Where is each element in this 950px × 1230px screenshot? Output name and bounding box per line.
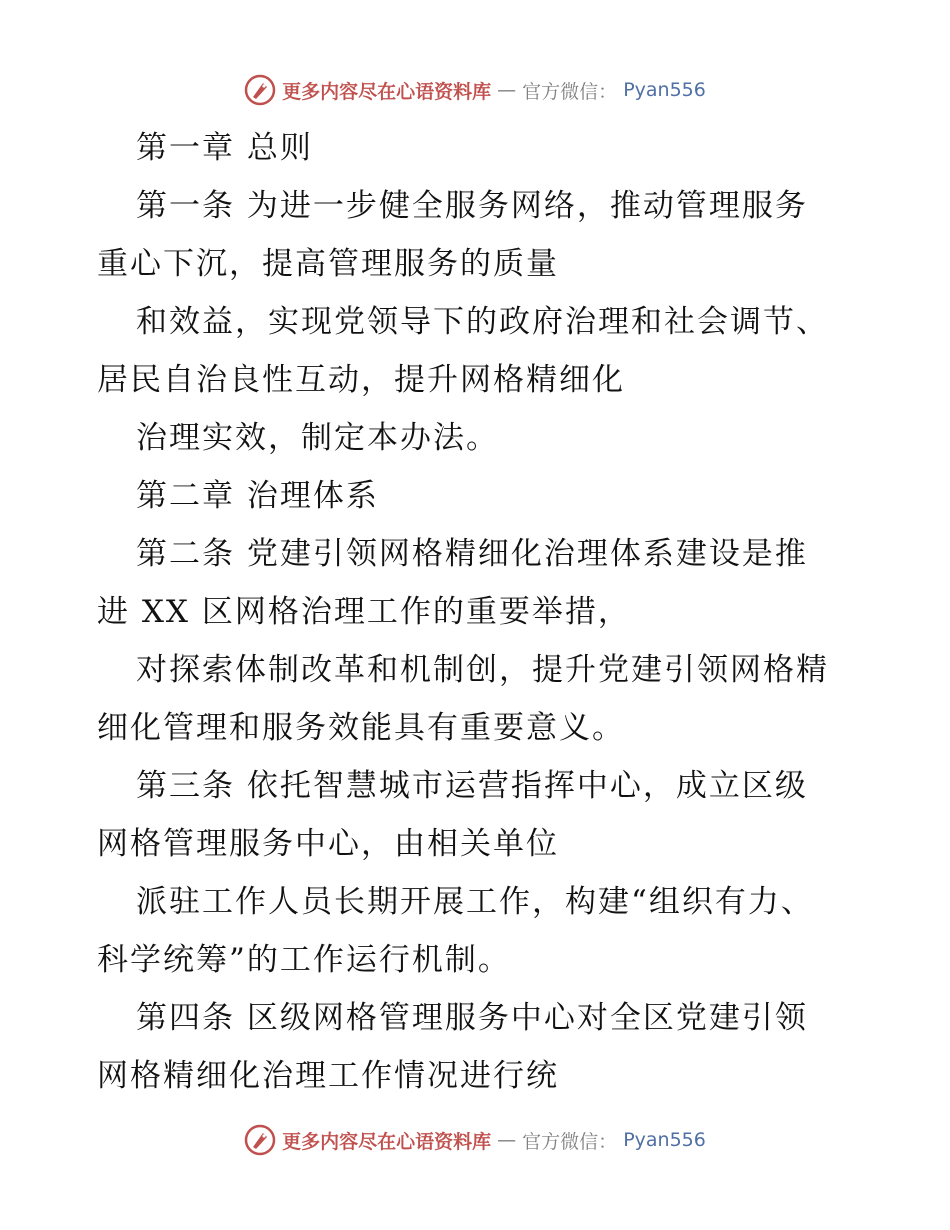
header-watermark (0, 70, 950, 110)
watermark-wechat-id: Pyan556 (623, 1129, 706, 1151)
pen-nib-logo-icon (244, 74, 276, 106)
chapter-heading: 第一章 总则 (136, 130, 313, 166)
watermark-wechat-label: 官方微信： (522, 80, 618, 103)
watermark-separator: — (497, 79, 517, 101)
watermark-wechat-label: 官方微信： (522, 1130, 618, 1153)
watermark-wechat-id: Pyan556 (623, 79, 706, 101)
watermark-separator: — (497, 1129, 517, 1151)
article-line: 网格精细化治理工作情况进行统 (97, 1058, 559, 1094)
article-line: 第四条 区级网格管理服务中心对全区党建引领 (136, 1000, 808, 1036)
pen-nib-logo-icon (244, 1124, 276, 1156)
article-line: 派驻工作人员长期开展工作，构建“组织有力、 (136, 884, 814, 920)
article-line: 重心下沉，提高管理服务的质量 (97, 246, 559, 282)
chapter-heading: 第二章 治理体系 (136, 478, 379, 514)
article-line: 网格管理服务中心，由相关单位 (97, 826, 559, 862)
article-line: 对探索体制改革和机制创，提升党建引领网格精 (136, 652, 829, 688)
article-line: 第二条 党建引领网格精细化治理体系建设是推 (136, 536, 808, 572)
watermark-brand-text: 更多内容尽在心语资料库 (282, 1130, 492, 1153)
article-line: 进 XX 区网格治理工作的重要举措， (97, 594, 631, 630)
article-line: 细化管理和服务效能具有重要意义。 (97, 710, 625, 746)
article-line: 居民自治良性互动，提升网格精细化 (97, 362, 625, 398)
watermark-brand-text: 更多内容尽在心语资料库 (282, 80, 492, 103)
article-line: 和效益，实现党领导下的政府治理和社会调节、 (136, 304, 829, 340)
article-line: 科学统筹”的工作运行机制。 (97, 942, 511, 978)
footer-watermark (0, 1120, 950, 1160)
article-line: 第一条 为进一步健全服务网络，推动管理服务 (136, 188, 808, 224)
article-line: 治理实效，制定本办法。 (136, 420, 499, 456)
article-line: 第三条 依托智慧城市运营指挥中心，成立区级 (136, 768, 808, 804)
